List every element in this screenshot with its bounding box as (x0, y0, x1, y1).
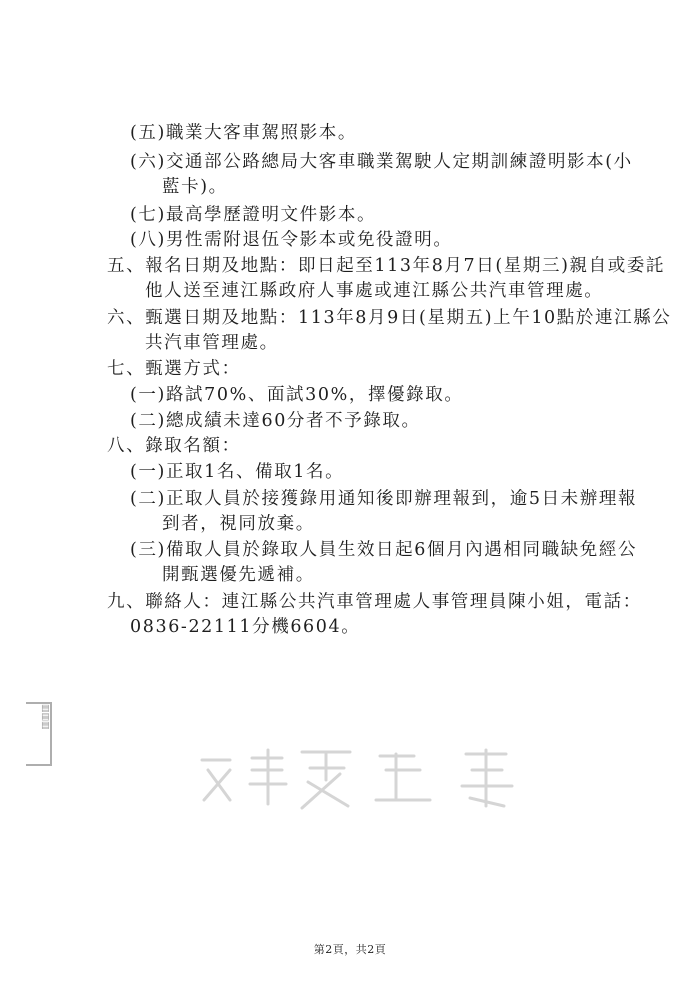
section-9-contact: 九、聯絡人：連江縣公共汽車管理處人事管理員陳小姐，電話： (107, 592, 642, 612)
item-6-training-cert: (六)交通部公路總局大客車職業駕駛人定期訓練證明影本(小 (130, 152, 633, 172)
section-6-selection-date-cont: 共汽車管理處。 (145, 333, 279, 353)
section-5-registration: 五、報名日期及地點：即日起至113年8月7日(星期三)親自或委託 (107, 256, 666, 276)
section-6-selection-date: 六、甄選日期及地點：113年8月9日(星期五)上午10點於連江縣公 (107, 308, 672, 328)
section-9-contact-phone: 0836-22111分機6604。 (130, 617, 361, 637)
page-footer: 第2頁，共2頁 (313, 943, 387, 956)
item-8-military: (八)男性需附退伍令影本或免役證明。 (130, 230, 453, 250)
section-8-heading: 八、錄取名額： (107, 436, 241, 456)
section-8-item-2-cont: 到者，視同放棄。 (162, 514, 315, 534)
item-7-education: (七)最高學歷證明文件影本。 (130, 205, 377, 225)
side-stamp: ▥▥▥ (26, 702, 52, 766)
section-7-item-1: (一)路試70%、面試30%，擇優錄取。 (130, 385, 464, 405)
item-6-training-cert-cont: 藍卡)。 (162, 177, 228, 197)
section-8-item-2: (二)正取人員於接獲錄用通知後即辦理報到，逾5日未辦理報 (130, 489, 638, 509)
section-5-registration-cont: 他人送至連江縣政府人事處或連江縣公共汽車管理處。 (145, 281, 604, 301)
section-8-item-3: (三)備取人員於錄取人員生效日起6個月內遇相同職缺免經公 (130, 540, 638, 560)
director-seal (190, 740, 520, 810)
section-7-heading: 七、甄選方式： (107, 359, 241, 379)
section-8-item-1: (一)正取1名、備取1名。 (130, 462, 345, 482)
section-8-item-3-cont: 開甄選優先遞補。 (162, 565, 315, 585)
section-7-item-2: (二)總成績未達60分者不予錄取。 (130, 411, 421, 431)
item-5-license: (五)職業大客車駕照影本。 (130, 123, 357, 143)
